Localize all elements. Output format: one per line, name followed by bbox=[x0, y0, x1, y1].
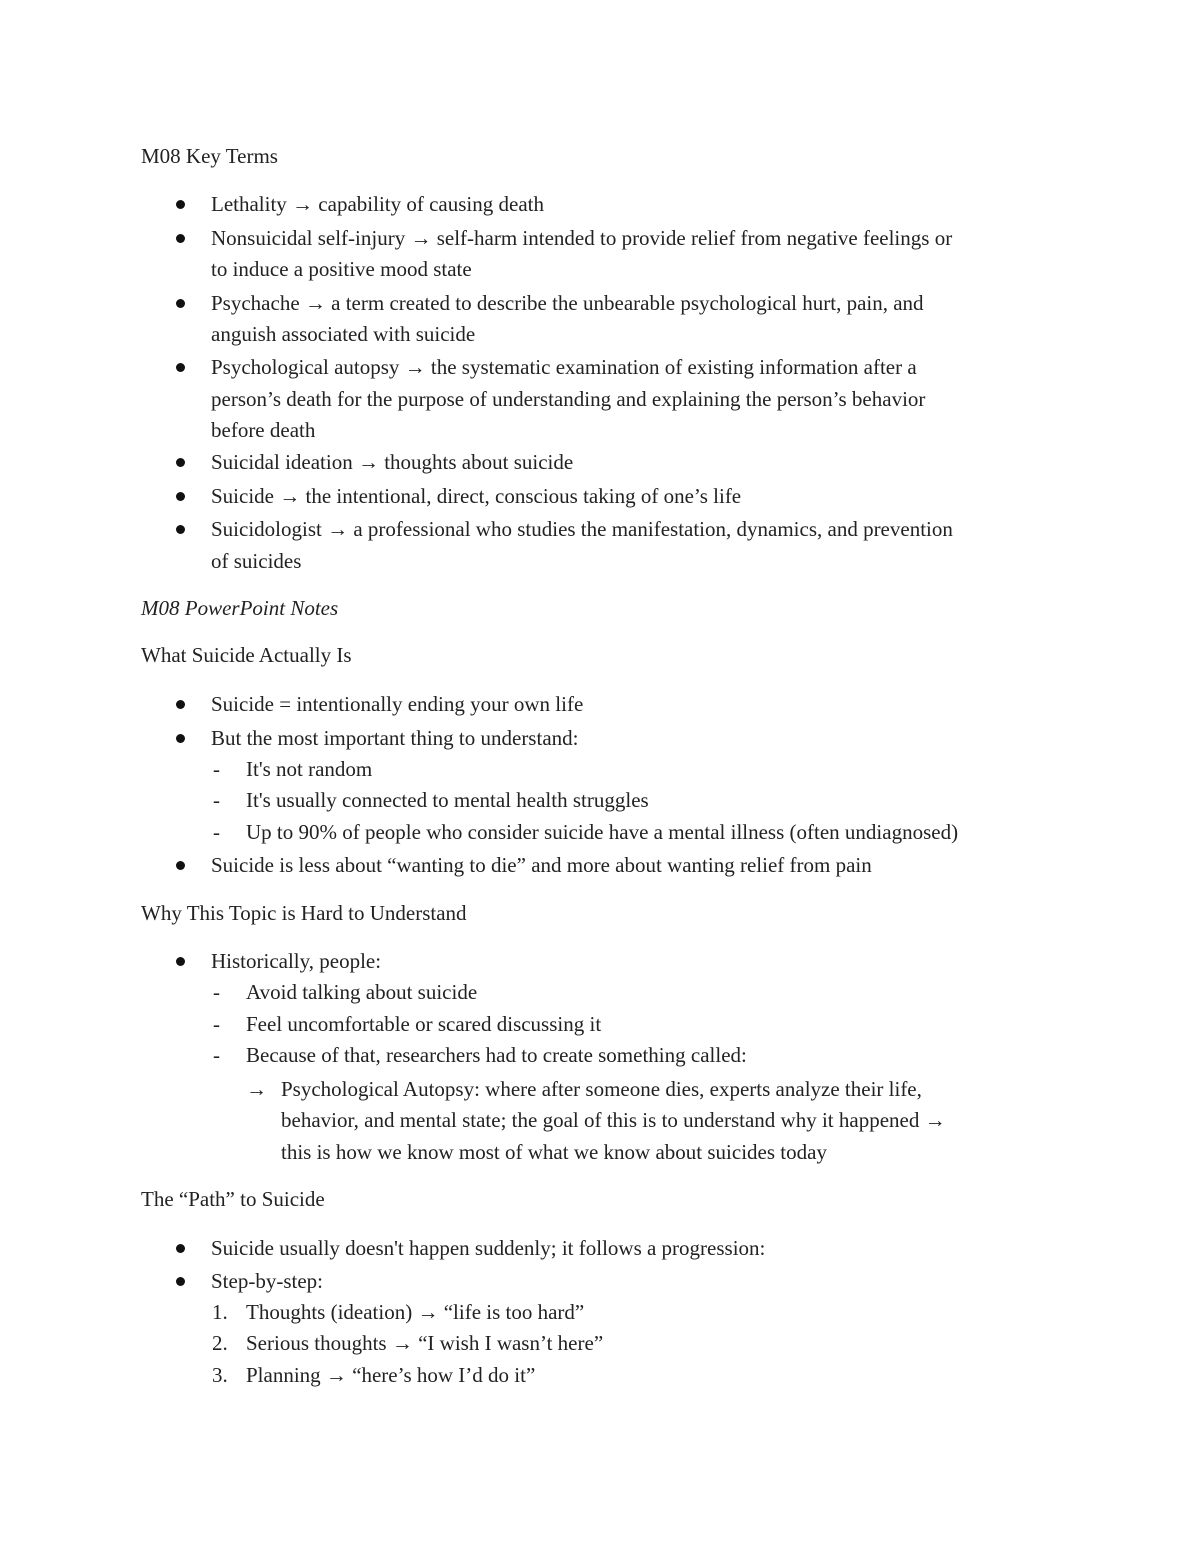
term-ideation: Suicidal ideation → thoughts about suicide bbox=[211, 450, 574, 474]
section-1-dash-2: It's usually connected to mental health struggles bbox=[246, 788, 649, 812]
term-psychache-line-2: anguish associated with suicide bbox=[211, 322, 476, 346]
term-autopsy-line-2: person’s death for the purpose of understanding and explaining the person’s behavior bbox=[211, 387, 926, 411]
bullet-icon bbox=[176, 734, 185, 743]
step-number: 3. bbox=[212, 1363, 228, 1387]
section-2-bullet-1: Historically, people: bbox=[211, 949, 382, 973]
dash-marker: - bbox=[213, 820, 220, 844]
section-2-dash-1: Avoid talking about suicide bbox=[246, 980, 478, 1004]
bullet-icon bbox=[176, 234, 185, 243]
section-1-bullet-3: Suicide is less about “wanting to die” and more about wanting relief from pain bbox=[211, 853, 872, 877]
section-2-dash-2: Feel uncomfortable or scared discussing it bbox=[246, 1012, 602, 1036]
dash-marker: - bbox=[213, 1043, 220, 1067]
step-text: Thoughts (ideation) → “life is too hard” bbox=[246, 1300, 585, 1324]
section-1-title: What Suicide Actually Is bbox=[141, 643, 352, 667]
notes-title: M08 PowerPoint Notes bbox=[141, 596, 339, 620]
step-number: 2. bbox=[212, 1331, 228, 1355]
bullet-icon bbox=[176, 299, 185, 308]
bullet-icon bbox=[176, 458, 185, 467]
section-3-bullet-2: Step-by-step: bbox=[211, 1269, 323, 1293]
term-nonsuicidal-line-1: Nonsuicidal self-injury → self-harm intended to provide relief from negative feelings or bbox=[211, 226, 953, 250]
section-1-bullet-1: Suicide = intentionally ending your own life bbox=[211, 692, 584, 716]
step-number: 1. bbox=[212, 1300, 228, 1324]
section-3-bullet-1: Suicide usually doesn't happen suddenly; it follows a progression: bbox=[211, 1236, 766, 1260]
bullet-icon bbox=[176, 700, 185, 709]
section-2-arrow-line-1: Psychological Autopsy: where after someone dies, experts analyze their life, bbox=[281, 1077, 922, 1101]
bullet-icon bbox=[176, 957, 185, 966]
section-2-dash-3: Because of that, researchers had to create something called: bbox=[246, 1043, 747, 1067]
section-3-title: The “Path” to Suicide bbox=[141, 1187, 325, 1211]
arrow-right-icon: → bbox=[246, 1077, 267, 1101]
step-text: Serious thoughts → “I wish I wasn’t here” bbox=[246, 1331, 604, 1355]
section-2-arrow-line-2: behavior, and mental state; the goal of this is to understand why it happened → bbox=[281, 1108, 946, 1132]
bullet-icon bbox=[176, 200, 185, 209]
dash-marker: - bbox=[213, 980, 220, 1004]
bullet-icon bbox=[176, 1277, 185, 1286]
bullet-icon bbox=[176, 525, 185, 534]
dash-marker: - bbox=[213, 757, 220, 781]
step-text: Planning → “here’s how I’d do it” bbox=[246, 1363, 536, 1387]
term-suicidologist-line-2: of suicides bbox=[211, 549, 302, 573]
section-1-bullet-2: But the most important thing to understand: bbox=[211, 726, 579, 750]
term-suicide: Suicide → the intentional, direct, conscious taking of one’s life bbox=[211, 484, 742, 508]
dash-marker: - bbox=[213, 1012, 220, 1036]
term-suicidologist-line-1: Suicidologist → a professional who studies the manifestation, dynamics, and prevention bbox=[211, 517, 953, 541]
term-autopsy-line-3: before death bbox=[211, 418, 316, 442]
term-nonsuicidal-line-2: to induce a positive mood state bbox=[211, 257, 472, 281]
bullet-icon bbox=[176, 363, 185, 372]
term-lethality: Lethality → capability of causing death bbox=[211, 192, 544, 216]
term-autopsy-line-1: Psychological autopsy → the systematic examination of existing information after a bbox=[211, 355, 917, 379]
section-1-dash-1: It's not random bbox=[246, 757, 373, 781]
key-terms-title: M08 Key Terms bbox=[141, 144, 278, 168]
dash-marker: - bbox=[213, 788, 220, 812]
bullet-icon bbox=[176, 861, 185, 870]
bullet-icon bbox=[176, 1244, 185, 1253]
bullet-icon bbox=[176, 492, 185, 501]
term-psychache-line-1: Psychache → a term created to describe the unbearable psychological hurt, pain, and bbox=[211, 291, 924, 315]
section-1-dash-3: Up to 90% of people who consider suicide have a mental illness (often undiagnosed) bbox=[246, 820, 959, 844]
section-2-arrow-line-3: this is how we know most of what we know about suicides today bbox=[281, 1140, 827, 1164]
section-2-title: Why This Topic is Hard to Understand bbox=[141, 901, 467, 925]
